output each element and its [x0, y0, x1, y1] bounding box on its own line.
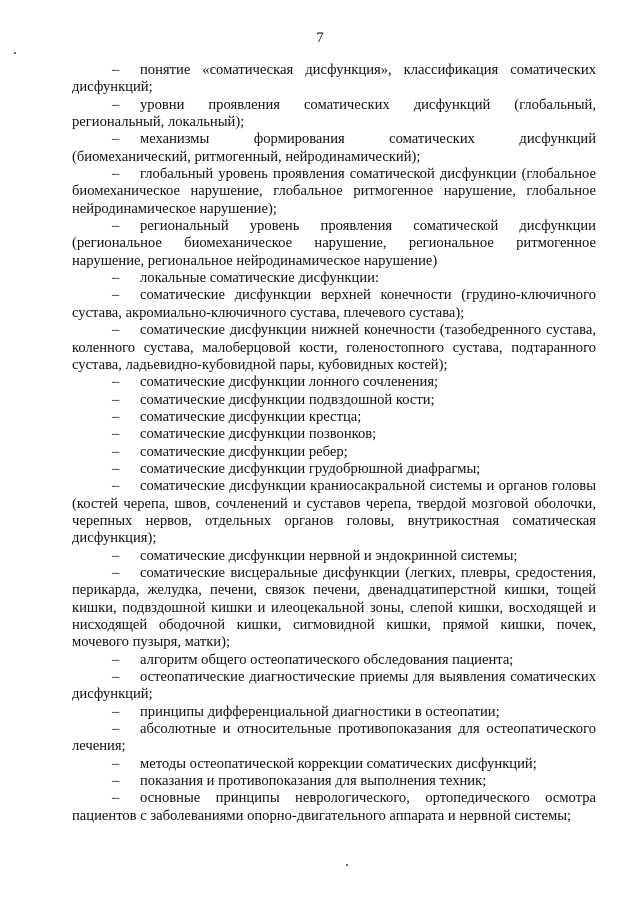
list-dash: –: [112, 564, 120, 581]
list-dash: –: [112, 131, 120, 148]
list-item: [72, 97, 596, 132]
list-item-text: соматические дисфункции позвонков;: [140, 426, 377, 443]
list-item-text: соматические дисфункции нервной и эндокринной системы;: [140, 547, 518, 564]
list-item: [72, 374, 596, 391]
list-item-text: основные принципы неврологического, ортопедического осмотра пациентов с заболеваниями опорно-двигательного аппарата и нервной системы;: [72, 790, 596, 824]
list-dash: –: [112, 460, 120, 477]
list-dash: –: [112, 755, 120, 772]
list-item-text: соматические дисфункции верхней конечности (грудино-ключичного сустава, акромиально-ключичного сустава, плечевого сустава);: [72, 287, 596, 321]
list-dash: –: [112, 426, 120, 443]
curriculum-topic-list: [72, 62, 596, 825]
scan-speck: [346, 864, 348, 866]
list-item-text: соматические дисфункции подвздошной кости;: [140, 391, 435, 408]
list-item-text: методы остеопатической коррекции соматических дисфункций;: [140, 755, 537, 772]
list-item-text: алгоритм общего остеопатического обследования пациента;: [140, 651, 514, 668]
list-dash: –: [112, 391, 120, 408]
list-dash: –: [112, 322, 120, 339]
list-dash: –: [112, 547, 120, 564]
list-item: [72, 166, 596, 218]
list-item: [72, 392, 596, 409]
list-item: [72, 461, 596, 478]
list-item: [72, 62, 596, 97]
list-item: [72, 426, 596, 443]
list-item: [72, 565, 596, 652]
list-item-text: соматические дисфункции грудобрюшной диафрагмы;: [140, 460, 481, 477]
list-item-text: абсолютные и относительные противопоказания для остеопатического лечения;: [72, 721, 596, 755]
list-dash: –: [112, 374, 120, 391]
list-item: [72, 218, 596, 270]
list-dash: –: [112, 721, 120, 738]
list-item: [72, 652, 596, 669]
list-dash: –: [112, 651, 120, 668]
list-dash: –: [112, 669, 120, 686]
list-item: [72, 322, 596, 374]
list-item: [72, 270, 596, 287]
list-dash: –: [112, 408, 120, 425]
list-item-text: понятие «соматическая дисфункция», классификация соматических дисфункций;: [72, 62, 596, 96]
list-item: [72, 444, 596, 461]
list-item: [72, 721, 596, 756]
list-dash: –: [112, 96, 120, 113]
list-item: [72, 548, 596, 565]
list-item: [72, 478, 596, 547]
list-item-text: соматические дисфункции ребер;: [140, 443, 348, 460]
list-item: [72, 409, 596, 426]
list-item-text: принципы дифференциальной диагностики в остеопатии;: [140, 703, 500, 720]
list-item: [72, 773, 596, 790]
list-dash: –: [112, 478, 120, 495]
list-item-text: соматические дисфункции лонного сочленения;: [140, 374, 439, 391]
list-item-text: уровни проявления соматических дисфункций (глобальный, региональный, локальный);: [72, 96, 596, 131]
list-item: [72, 287, 596, 322]
list-item-text: локальные соматические дисфункции:: [140, 270, 380, 287]
list-item: [72, 669, 596, 704]
list-item-text: соматические дисфункции крестца;: [140, 408, 362, 425]
list-dash: –: [112, 62, 120, 78]
list-item-text: соматические дисфункции краниосакральной системы и органов головы (костей черепа, швов, сочленений и суставов черепа, твердой мозговой оболочки, черепных нервов, отдельных органов головы, внутрикостная соматическая дисфункция);: [72, 478, 596, 547]
list-dash: –: [112, 703, 120, 720]
list-dash: –: [112, 443, 120, 460]
list-item-text: соматические висцеральные дисфункции (легких, плевры, средостения, перикарда, желудка, печени, связок печени, двенадцатиперстной кишки, тощей кишки, подвздошной кишки и илеоцекальной зоны, слепой кишки, восходящей и нисходящей ободочной кишки, сигмовидной кишки, прямой кишки, почек, мочевого пузыря, матки);: [72, 564, 596, 651]
scan-speck: [14, 52, 16, 54]
list-item-text: региональный уровень проявления соматической дисфункции (региональное биомеханическое нарушение, региональное ритмогенное нарушение, региональное нейродинамическое нарушение): [72, 218, 596, 269]
list-dash: –: [112, 773, 120, 790]
list-item: [72, 704, 596, 721]
list-item-text: остеопатические диагностические приемы для выявления соматических дисфункций;: [72, 669, 596, 703]
list-item-text: глобальный уровень проявления соматической дисфункции (глобальное биомеханическое нарушение, глобальное ритмогенное нарушение, глобальное нейродинамическое нарушение);: [72, 166, 596, 217]
list-dash: –: [112, 790, 120, 807]
page-number: 7: [316, 30, 324, 46]
list-item: [72, 756, 596, 773]
list-dash: –: [112, 218, 120, 235]
list-item-text: механизмы формирования соматических дисфункций (биомеханический, ритмогенный, нейродинамический);: [72, 131, 596, 165]
list-item-text: соматические дисфункции нижней конечности (тазобедренного сустава, коленного сустава, малоберцовой кости, голеностопного сустава, подтаранного сустава, ладьевидно-кубовидной пары, кубовидных костей);: [72, 322, 596, 373]
list-dash: –: [112, 270, 120, 287]
list-dash: –: [112, 287, 120, 304]
list-dash: –: [112, 166, 120, 183]
list-item-text: показания и противопоказания для выполнения техник;: [140, 773, 487, 790]
list-item: [72, 131, 596, 166]
list-item: [72, 790, 596, 825]
